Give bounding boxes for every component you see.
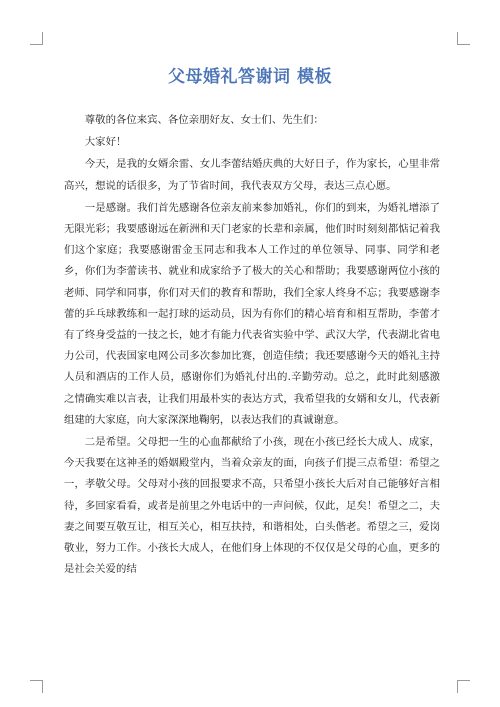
hopes-paragraph: 二是希望。父母把一生的心血都献给了小孩，现在小孩已经长大成人、成家，今天我要在这神圣的婚姻殿堂内，当着众亲友的面，向孩子们提三点希望：希望之一，孝敬父母。父母对小孩的回报要求不高，只希望小孩长大后对自己能够好言相待，多回家看看，或者是前里之外电话中的一声问候，仅此，足矣！希望之二，夫妻之间要互敬互让，相互关心，相互扶持，和谐相处，白头偕老。希望之三，爱岗敬业，努力工作。小孩长大成人，在他们身上体现的不仅仅是父母的心血，更多的是社会关爱的结 <box>64 436 440 576</box>
crop-mark-bottom-right <box>457 680 470 693</box>
thanks-paragraph: 一是感谢。我们首先感谢各位亲友前来参加婚礼，你们的到来，为婚礼增添了无限光彩；我要感谢远在新洲和天门老家的长辈和亲属，他们时时刻刻都惦记着我们这个家庭；我要感谢雷金玉同志和我本人工作过的单位领导、同事、同学和老乡，你们为李蕾读书、就业和成家给予了极大的关心和帮助；我要感谢两位小孩的老师、同学和同事，你们对天们的教育和帮助，我们全家人终身不忘；我要感谢李蕾的乒乓球教练和一起打球的运动员，因为有你们的精心培育和相互帮助，李蕾才有了终身受益的一技之长，她才有能力代表省实验中学、武汉大学，代表湖北省电力公司，代表国家电网公司多次参加比赛，创造佳绩；我还要感谢今天的婚礼主持人员和酒店的工作人员，感谢你们为婚礼付出的.辛勤劳动。总之，此时此刻感激之情确实难以言表，让我们用最朴实的表达方式，我希望我的女婿和女儿，代表新组建的大家庭，向大家深深地鞠躬，以表达我们的真诚谢意。 <box>64 201 440 426</box>
document-body <box>64 110 440 580</box>
greeting-paragraph: 大家好！ <box>84 136 127 149</box>
crop-mark-bottom-left <box>30 680 43 693</box>
intro-paragraph: 今天，是我的女婿余雷、女儿李蕾结婚庆典的大好日子，作为家长，心里非常高兴，想说的话很多，为了节省时间，我代表双方父母，表达三点心愿。 <box>64 158 440 192</box>
crop-mark-top-right <box>457 32 470 45</box>
document-title: 父母婚礼答谢词 模板 <box>168 67 332 87</box>
crop-mark-top-left <box>30 32 43 45</box>
salutation-paragraph: 尊敬的各位来宾、各位亲朋好友、女士们、先生们： <box>84 114 324 126</box>
